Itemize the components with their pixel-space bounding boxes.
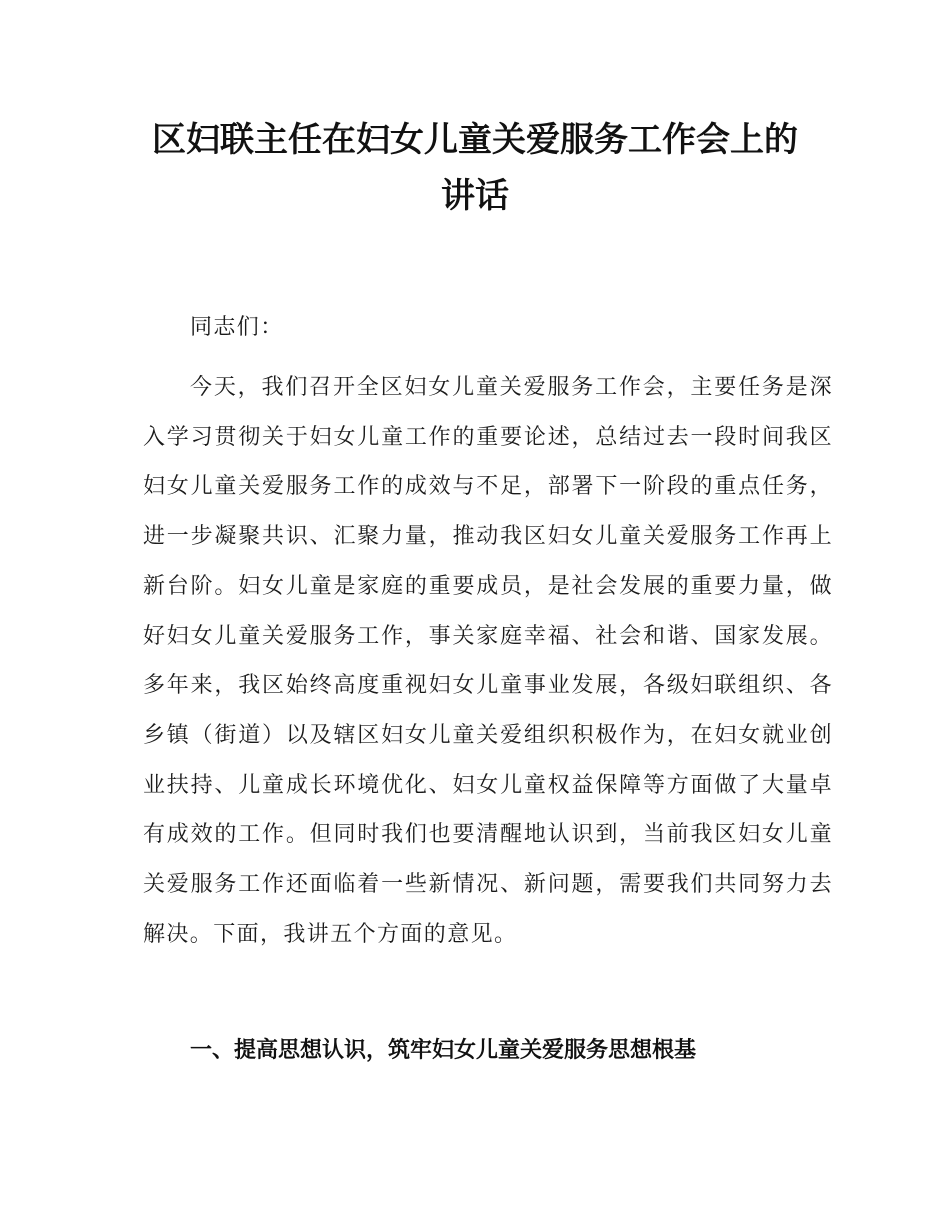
title-line-2: 讲话 (441, 176, 509, 216)
title-line-1: 区妇联主任在妇女儿童关爱服务工作会上的 (152, 120, 798, 160)
salutation: 同志们： (190, 315, 284, 340)
document-title (120, 112, 830, 224)
section-heading-1: 一、提高思想认识，筑牢妇女儿童关爱服务思想根基 (190, 1038, 697, 1063)
opening-paragraph: 今天，我们召开全区妇女儿童关爱服务工作会，主要任务是深入学习贯彻关于妇女儿童工作的重要论述，总结过去一段时间我区妇女儿童关爱服务工作的成效与不足，部署下一阶段的重点任务，进一步凝聚共识、汇聚力量，推动我区妇女儿童关爱服务工作再上新台阶。妇女儿童是家庭的重要成员，是社会发展的重要力量，做好妇女儿童关爱服务工作，事关家庭幸福、社会和谐、国家发展。多年来，我区始终高度重视妇女儿童事业发展，各级妇联组织、各乡镇（街道）以及辖区妇女儿童关爱组织积极作为，在妇女就业创业扶持、儿童成长环境优化、妇女儿童权益保障等方面做了大量卓有成效的工作。但同时我们也要清醒地认识到，当前我区妇女儿童关爱服务工作还面临着一些新情况、新问题，需要我们共同努力去解决。下面，我讲五个方面的意见。 (143, 375, 833, 947)
